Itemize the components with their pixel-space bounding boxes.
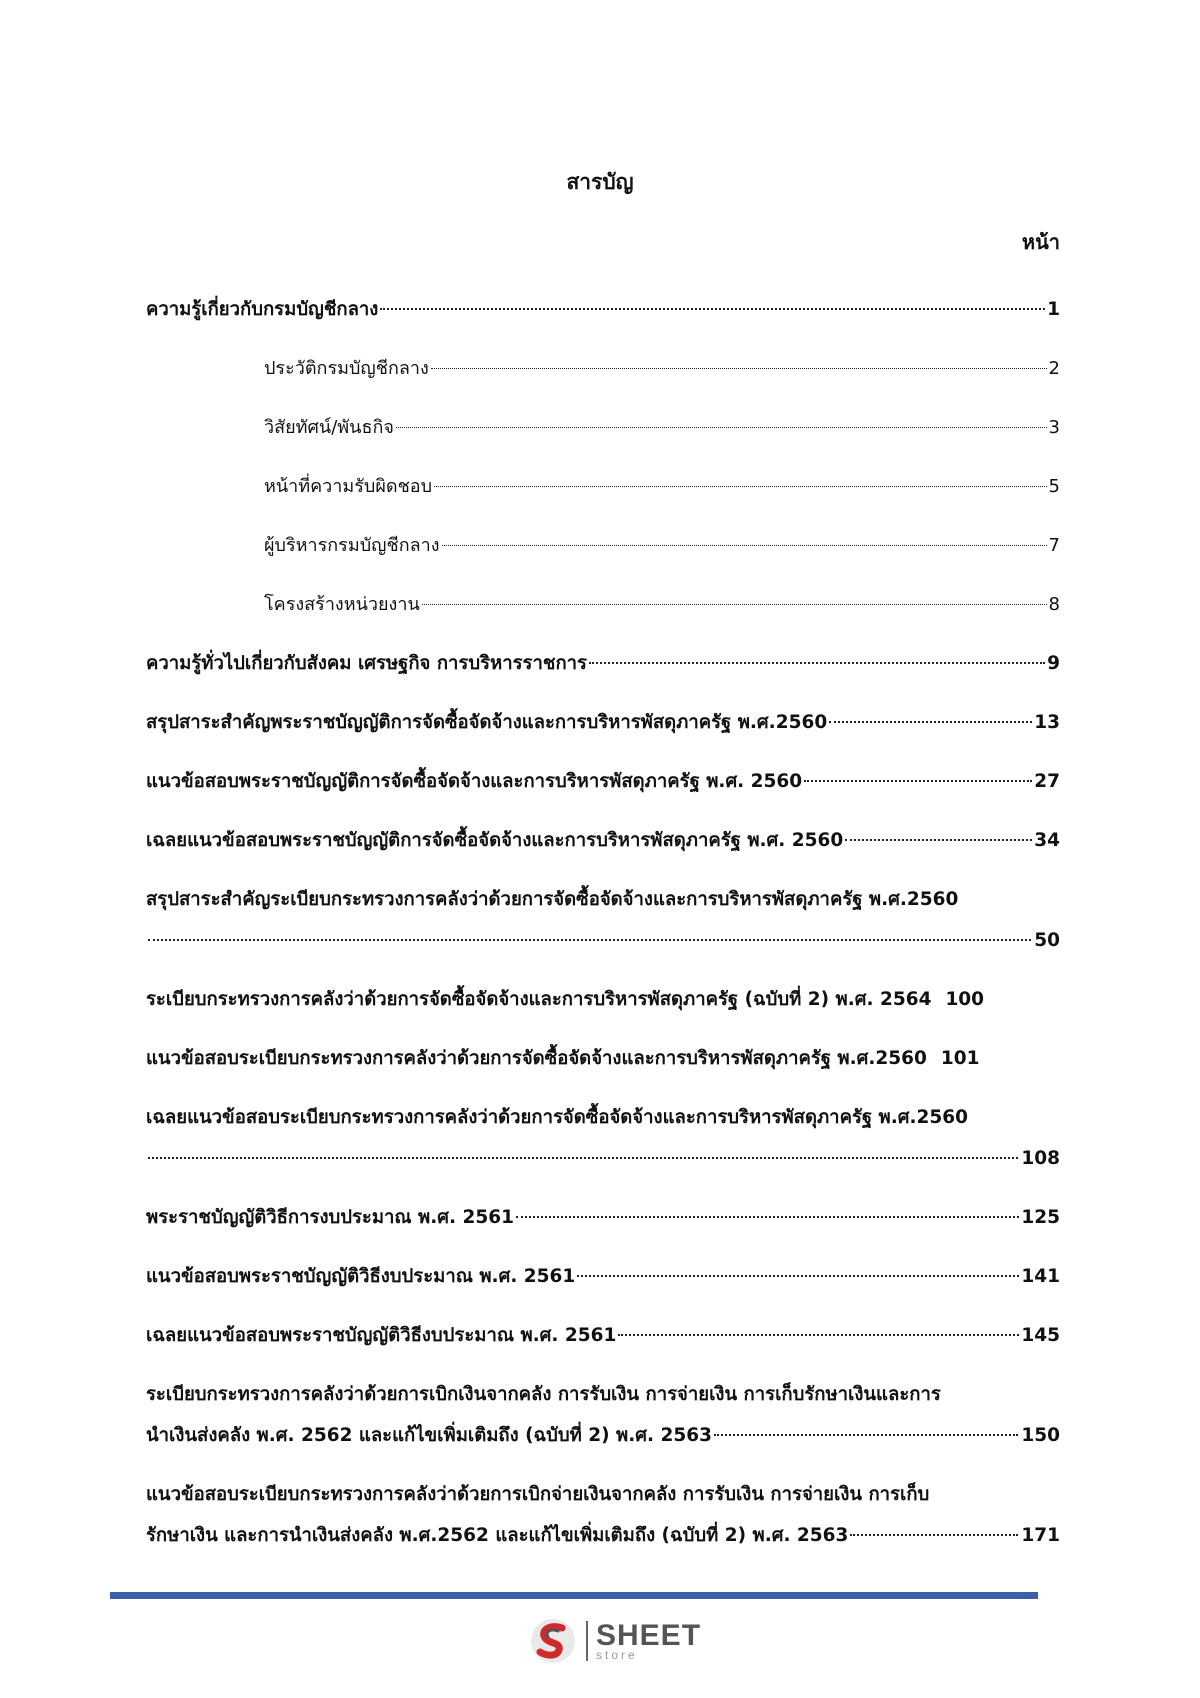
toc-entry-page: 101 [940, 1048, 980, 1069]
dot-leader [516, 1216, 1019, 1218]
dot-leader [577, 1275, 1019, 1277]
toc-entry-multiline[interactable] [146, 1365, 1060, 1465]
toc-subentry[interactable] [146, 575, 1060, 634]
logo-text: SHEET [596, 1619, 702, 1652]
toc-entry-label: สรุปสาระสำคัญพระราชบัญญัติการจัดซื้อจัดจ้างและการบริหารพัสดุภาครัฐ พ.ศ.2560 [146, 712, 828, 733]
toc-entry-multiline[interactable] [146, 1088, 1060, 1188]
toc-entry-page: 1 [1047, 299, 1060, 320]
toc-entry[interactable] [146, 1306, 1060, 1365]
toc-subentry[interactable] [146, 398, 1060, 457]
toc-entry-label: เฉลยแนวข้อสอบพระราชบัญญัติการจัดซื้อจัดจ้างและการบริหารพัสดุภาครัฐ พ.ศ. 2560 [146, 830, 844, 851]
toc-entry[interactable] [146, 811, 1060, 870]
page-column-header: หน้า [1021, 230, 1060, 254]
table-of-contents [146, 280, 1060, 1565]
toc-entry-label: เฉลยแนวข้อสอบระเบียบกระทรวงการคลังว่าด้วยการจัดซื้อจัดจ้างและการบริหารพัสดุภาครัฐ พ.ศ.2560 [146, 1107, 969, 1128]
toc-entry-page: 125 [1021, 1207, 1060, 1228]
toc-entry-page: 5 [1048, 476, 1060, 497]
toc-entry-label: ประวัติกรมบัญชีกลาง [264, 358, 429, 379]
dot-leader [396, 427, 1047, 428]
toc-entry-page: 150 [1021, 1425, 1060, 1446]
toc-entry[interactable] [146, 280, 1060, 339]
toc-entry-page: 141 [1021, 1266, 1060, 1287]
toc-entry-label: สรุปสาระสำคัญระเบียบกระทรวงการคลังว่าด้วยการจัดซื้อจัดจ้างและการบริหารพัสดุภาครัฐ พ.ศ.2560 [146, 889, 959, 910]
toc-entry[interactable] [146, 693, 1060, 752]
dot-leader [589, 662, 1045, 664]
toc-subentry[interactable] [146, 457, 1060, 516]
dot-leader [434, 486, 1047, 487]
toc-entry[interactable] [146, 1247, 1060, 1306]
logo-separator [586, 1621, 588, 1661]
toc-entry-label-line1: แนวข้อสอบระเบียบกระทรวงการคลังว่าด้วยการเบิกจ่ายเงินจากคลัง การรับเงิน การจ่ายเงิน การเก็บ [146, 1484, 930, 1505]
toc-entry-page: 3 [1048, 417, 1060, 438]
dot-leader [804, 780, 1032, 782]
toc-entry[interactable] [146, 1188, 1060, 1247]
footer-rule [110, 1592, 1038, 1599]
dot-leader [829, 721, 1032, 723]
toc-entry-label-line1: ระเบียบกระทรวงการคลังว่าด้วยการเบิกเงินจากคลัง การรับเงิน การจ่ายเงิน การเก็บรักษาเงินและการ [146, 1384, 941, 1405]
toc-entry-label: แนวข้อสอบพระราชบัญญัติวิธีงบประมาณ พ.ศ. 2561 [146, 1266, 576, 1287]
toc-entry-page: 108 [1021, 1148, 1060, 1169]
toc-entry-label: พระราชบัญญัติวิธีการงบประมาณ พ.ศ. 2561 [146, 1207, 514, 1228]
dot-leader [618, 1334, 1019, 1336]
dot-leader [850, 1534, 1018, 1536]
toc-entry-page: 27 [1034, 771, 1060, 792]
toc-entry-page: 34 [1034, 830, 1060, 851]
toc-subentry[interactable] [146, 516, 1060, 575]
dot-leader [422, 604, 1047, 605]
dot-leader [380, 308, 1045, 310]
toc-entry-page: 2 [1048, 358, 1060, 379]
toc-entry-label: แนวข้อสอบพระราชบัญญัติการจัดซื้อจัดจ้างและการบริหารพัสดุภาครัฐ พ.ศ. 2560 [146, 771, 803, 792]
dot-leader [431, 368, 1047, 369]
logo-subtext: store [596, 1648, 638, 1662]
toc-entry-label: ความรู้เกี่ยวกับกรมบัญชีกลาง [146, 299, 379, 320]
toc-entry-label: ผู้บริหารกรมบัญชีกลาง [264, 535, 440, 556]
dot-leader [442, 545, 1047, 546]
toc-entry-label: วิสัยทัศน์/พันธกิจ [264, 417, 394, 438]
toc-entry-page: 8 [1048, 594, 1060, 615]
dot-leader [845, 839, 1032, 841]
toc-entry-page: 100 [945, 989, 985, 1010]
toc-entry-label-line2: รักษาเงิน และการนำเงินส่งคลัง พ.ศ.2562 และแก้ไขเพิ่มเติมถึง (ฉบับที่ 2) พ.ศ. 2563 [146, 1525, 849, 1546]
toc-entry[interactable] [146, 1029, 1060, 1088]
toc-entry-label-line2: นำเงินส่งคลัง พ.ศ. 2562 และแก้ไขเพิ่มเติมถึง (ฉบับที่ 2) พ.ศ. 2563 [146, 1425, 712, 1446]
toc-entry-label: แนวข้อสอบระเบียบกระทรวงการคลังว่าด้วยการจัดซื้อจัดจ้างและการบริหารพัสดุภาครัฐ พ.ศ.2560 [146, 1048, 927, 1069]
toc-entry-label: เฉลยแนวข้อสอบพระราชบัญญัติวิธีงบประมาณ พ.ศ. 2561 [146, 1325, 617, 1346]
dot-leader [148, 939, 1031, 941]
toc-entry-label: โครงสร้างหน่วยงาน [264, 594, 420, 615]
toc-entry-page: 171 [1021, 1525, 1060, 1546]
toc-entry-page: 7 [1048, 535, 1060, 556]
dot-leader [148, 1157, 1018, 1159]
toc-entry-multiline[interactable] [146, 870, 1060, 970]
toc-entry-page: 145 [1021, 1325, 1060, 1346]
toc-entry-label: ความรู้ทั่วไปเกี่ยวกับสังคม เศรษฐกิจ การบริหารราชการ [146, 653, 587, 674]
sheet-store-logo [528, 1616, 701, 1666]
toc-entry[interactable] [146, 970, 1060, 1029]
toc-entry-label: ระเบียบกระทรวงการคลังว่าด้วยการจัดซื้อจัดจ้างและการบริหารพัสดุภาครัฐ (ฉบับที่ 2) พ.ศ. 2564 [146, 989, 932, 1010]
toc-entry-multiline[interactable] [146, 1465, 1060, 1565]
toc-entry-page: 50 [1034, 930, 1060, 951]
toc-entry[interactable] [146, 634, 1060, 693]
toc-entry[interactable] [146, 752, 1060, 811]
dot-leader [714, 1434, 1018, 1436]
toc-entry-page: 13 [1034, 712, 1060, 733]
page-title: สารบัญ [566, 170, 634, 194]
toc-entry-label: หน้าที่ความรับผิดชอบ [264, 476, 433, 497]
sheet-store-logo-icon [528, 1616, 578, 1666]
toc-subentry[interactable] [146, 339, 1060, 398]
toc-entry-page: 9 [1047, 653, 1060, 674]
